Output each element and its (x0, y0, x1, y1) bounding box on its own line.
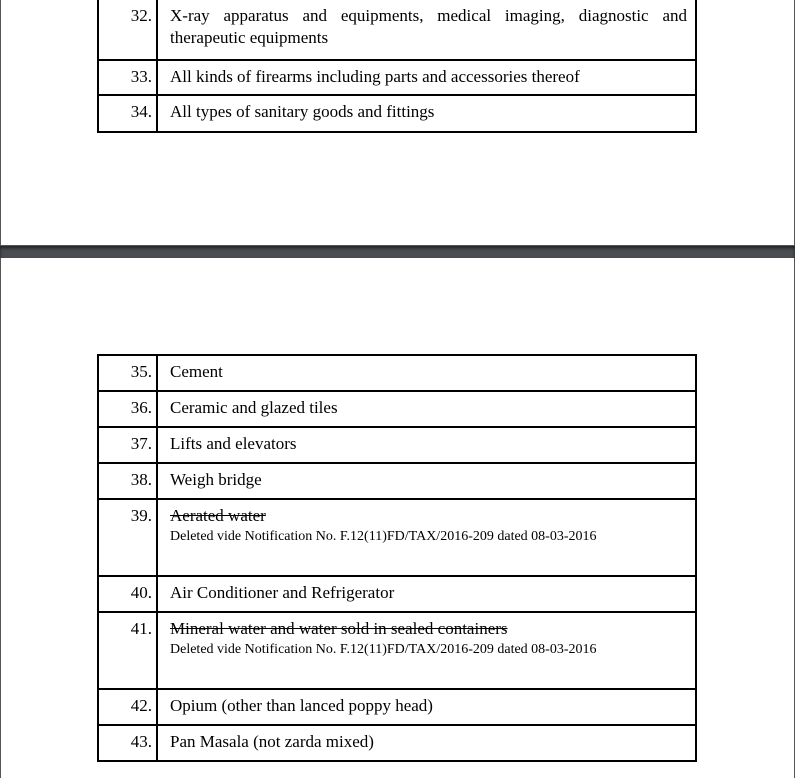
items-table-page-1 (97, 0, 697, 133)
item-number: 41. (98, 612, 157, 689)
table-row (98, 725, 696, 761)
table-row (98, 60, 696, 95)
item-number: 32. (98, 0, 157, 60)
item-description: X-ray apparatus and equipments, medical imaging, diagnostic and therapeutic equipments (157, 0, 696, 60)
item-description: All kinds of firearms including parts and accessories thereof (157, 60, 696, 95)
item-number: 38. (98, 463, 157, 499)
item-description: Cement (157, 355, 696, 391)
page-separator (0, 246, 795, 258)
items-table-page-2 (97, 354, 697, 762)
item-description: Pan Masala (not zarda mixed) (157, 725, 696, 761)
table-row (98, 499, 696, 576)
item-description: All types of sanitary goods and fittings (157, 95, 696, 132)
item-description-deleted: Aerated water (170, 506, 266, 525)
table-row (98, 576, 696, 612)
deletion-note: Deleted vide Notification No. F.12(11)FD/TAX/2016-209 dated 08-03-2016 (170, 642, 597, 657)
document-page-1 (0, 0, 795, 246)
table-row (98, 355, 696, 391)
document-page-2 (0, 258, 795, 778)
table-row (98, 0, 696, 60)
item-number: 33. (98, 60, 157, 95)
item-description-deleted: Mineral water and water sold in sealed containers (170, 619, 508, 638)
item-number: 39. (98, 499, 157, 576)
table-row (98, 427, 696, 463)
item-description: Lifts and elevators (157, 427, 696, 463)
table-row (98, 612, 696, 689)
table-row (98, 391, 696, 427)
item-number: 37. (98, 427, 157, 463)
item-number: 34. (98, 95, 157, 132)
table-row (98, 689, 696, 725)
item-number: 40. (98, 576, 157, 612)
item-number: 35. (98, 355, 157, 391)
item-description: Opium (other than lanced poppy head) (157, 689, 696, 725)
deletion-note: Deleted vide Notification No. F.12(11)FD/TAX/2016-209 dated 08-03-2016 (170, 529, 597, 544)
item-number: 42. (98, 689, 157, 725)
item-description: Weigh bridge (157, 463, 696, 499)
item-description-cell (157, 499, 696, 576)
table-row (98, 463, 696, 499)
item-description-cell (157, 612, 696, 689)
item-description: Air Conditioner and Refrigerator (157, 576, 696, 612)
item-number: 43. (98, 725, 157, 761)
item-number: 36. (98, 391, 157, 427)
item-description: Ceramic and glazed tiles (157, 391, 696, 427)
table-row (98, 95, 696, 132)
